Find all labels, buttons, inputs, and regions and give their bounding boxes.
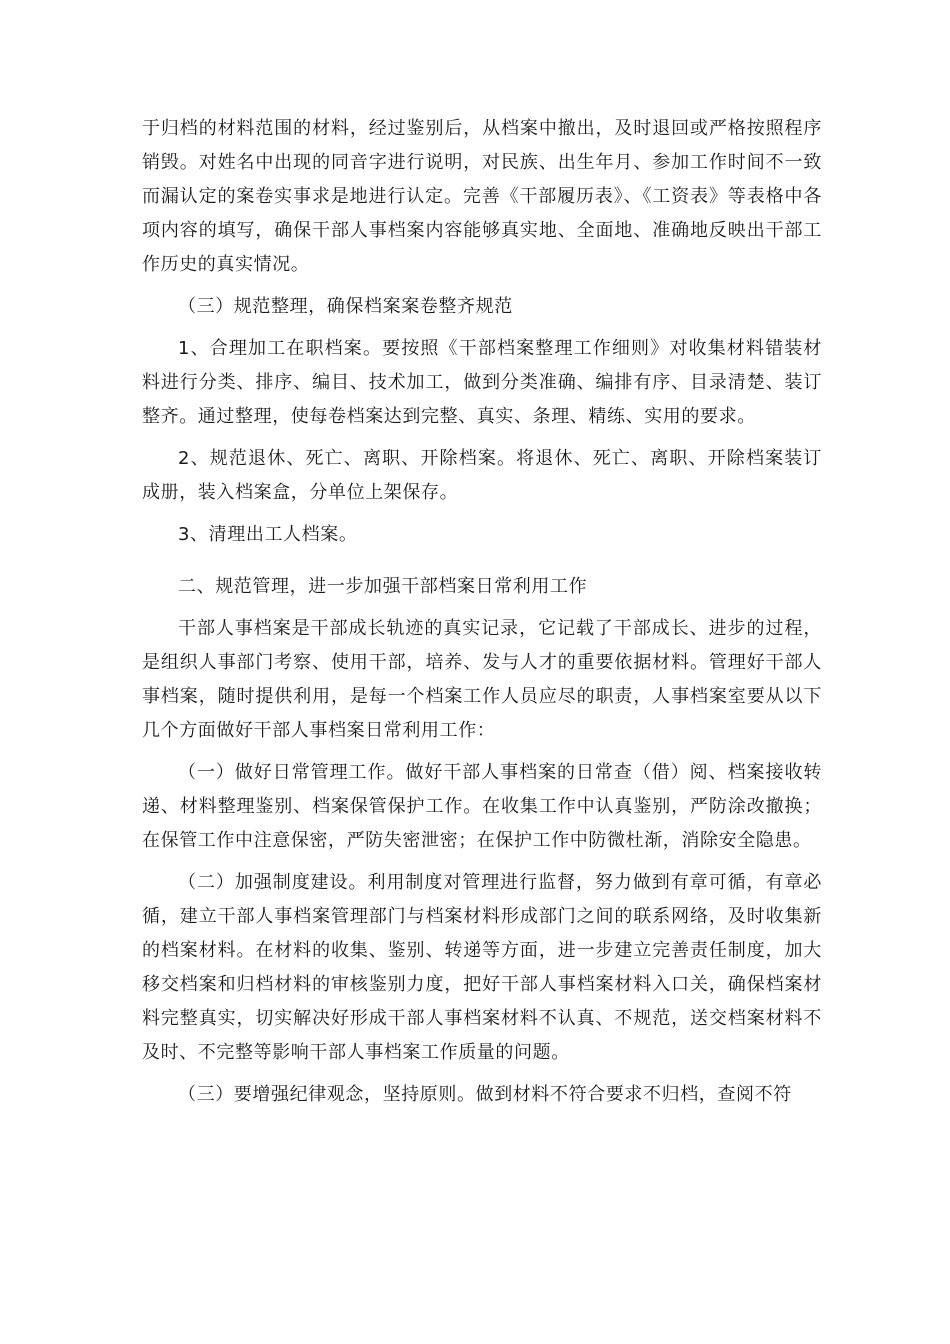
heading-standardize-arrangement: （三）规范整理，确保档案案卷整齐规范 [178, 296, 513, 317]
document-body [142, 112, 822, 1120]
paragraph-retired-deceased-files: 2、规范退休、死亡、离职、开除档案。将退休、死亡、离职、开除档案装订成册，装入档案盒，分单位上架保存。 [142, 448, 822, 503]
paragraph-system-building: （二）加强制度建设。利用制度对管理进行监督，努力做到有章可循，有章必循，建立干部人事档案管理部门与档案材料形成部门之间的联系网络，及时收集新的档案材料。在材料的收集、鉴别、转递等方面，进一步建立完善责任制度，加大移交档案和归档材料的审核鉴别力度，把好干部人事档案材料入口关，确保档案材料完整真实，切实解决好形成干部人事档案材料不认真、不规范，送交档案材料不及时、不完整等影响干部人事档案工作质量的问题。 [142, 872, 822, 1063]
paragraph-worker-files: 3、清理出工人档案。 [178, 524, 358, 545]
paragraph-discipline: （三）要增强纪律观念，坚持原则。做到材料不符合要求不归档，查阅不符 [178, 1084, 792, 1105]
paragraph-archive-material-scope: 于归档的材料范围的材料，经过鉴别后，从档案中撤出，及时退回或严格按照程序销毁。对姓名中出现的同音字进行说明，对民族、出生年月、参加工作时间不一致而漏认定的案卷实事求是地进行认定。完善《干部履历表》、《工资表》等表格中各项内容的填写，确保干部人事档案内容能够真实地、全面地、准确地反映出干部工作历史的真实情况。 [142, 118, 822, 275]
heading-section-two: 二、规范管理，进一步加强干部档案日常利用工作 [178, 576, 588, 597]
paragraph-archive-importance: 干部人事档案是干部成长轨迹的真实记录，它记载了干部成长、进步的过程，是组织人事部门考察、使用干部，培养、发与人才的重要依据材料。管理好干部人事档案，随时提供利用，是每一个档案工作人员应尽的职责，人事档案室要从以下几个方面做好干部人事档案日常利用工作： [142, 618, 822, 741]
paragraph-process-active-files: 1、合理加工在职档案。要按照《干部档案整理工作细则》对收集材料错装材料进行分类、排序、编目、技术加工，做到分类准确、编排有序、目录清楚、装订整齐。通过整理，使每卷档案达到完整、真实、条理、精练、实用的要求。 [142, 338, 822, 427]
paragraph-daily-management: （一）做好日常管理工作。做好干部人事档案的日常查（借）阅、档案接收转递、材料整理鉴别、档案保管保护工作。在收集工作中认真鉴别，严防涂改撤换；在保管工作中注意保密，严防失密泄密；在保护工作中防微杜渐，消除安全隐患。 [142, 762, 822, 851]
